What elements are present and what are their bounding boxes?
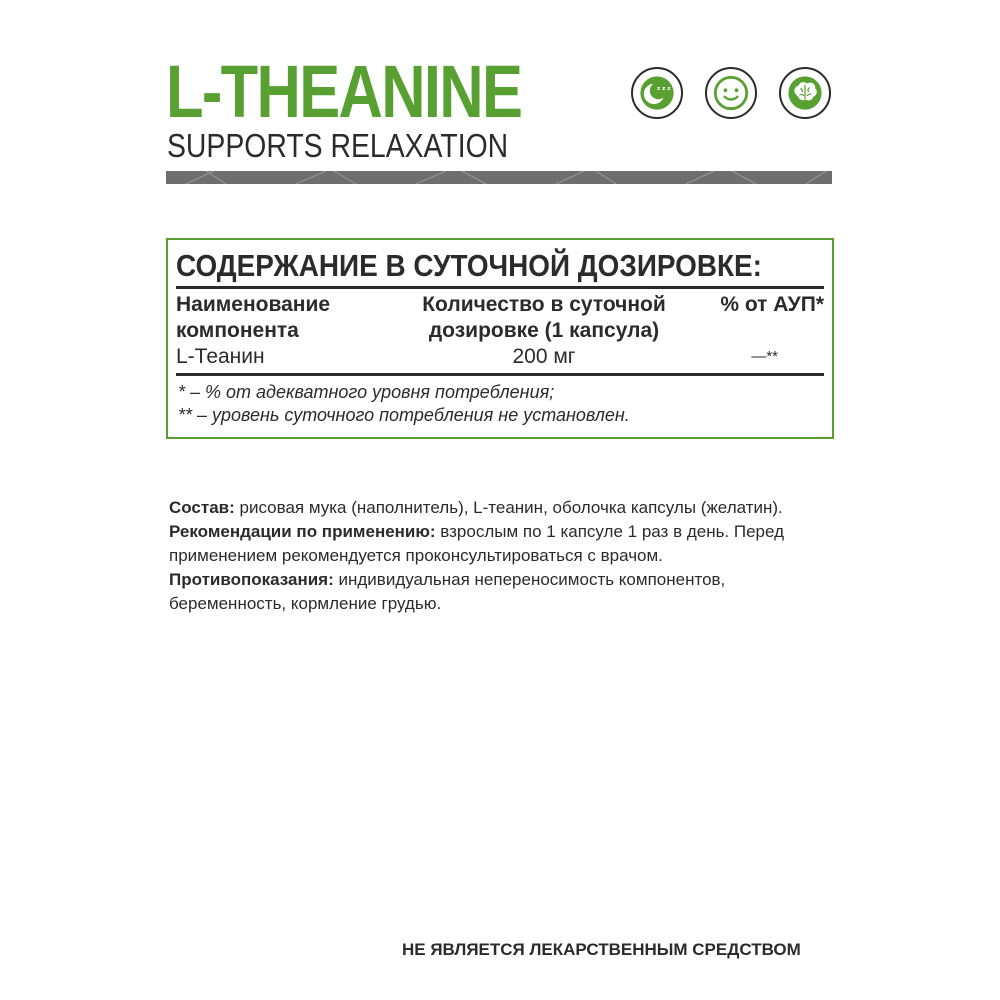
brain-icon (779, 67, 831, 119)
footnote-1: * – % от адекватного уровня потребления; (178, 382, 555, 402)
dosage-heading: СОДЕРЖАНИЕ В СУТОЧНОЙ ДОЗИРОВКЕ: (176, 248, 762, 283)
sleep-moon-icon (631, 67, 683, 119)
column-header-amount-line1: Количество в суточной (422, 293, 666, 316)
row-ingredient-amount: 200 мг (512, 345, 576, 368)
row-ingredient-name: L-Теанин (176, 345, 265, 368)
row-ingredient-percent: —** (751, 348, 778, 365)
composition-text: рисовая мука (наполнитель), L-теанин, оболочка капсулы (желатин). (234, 498, 783, 517)
composition-paragraph (169, 496, 809, 520)
column-header-percent: % от АУП* (720, 293, 824, 316)
column-header-name (176, 292, 330, 344)
dosage-table (166, 238, 834, 439)
product-title: L-THEANINE (166, 50, 522, 133)
heading-divider (176, 286, 824, 289)
contraindications-label: Противопоказания: (169, 570, 334, 589)
column-header-name-line2: компонента (176, 319, 299, 342)
product-subtitle: SUPPORTS RELAXATION (167, 127, 509, 164)
benefit-icons (631, 67, 833, 123)
column-header-amount (408, 292, 680, 344)
contraindications-paragraph (169, 568, 809, 616)
sleep-zzz-label: z z z (657, 86, 671, 93)
decorative-band (166, 171, 832, 184)
usage-text: взрослым по 1 капсуле 1 раз в день. Перед применением рекомендуется проконсультироваться с врачом. (169, 522, 785, 565)
usage-paragraph (169, 520, 809, 568)
column-header-amount-line2: дозировке (1 капсула) (428, 319, 660, 342)
composition-label: Состав: (169, 498, 235, 517)
smiley-face-icon (705, 67, 757, 119)
disclaimer: НЕ ЯВЛЯЕТСЯ ЛЕКАРСТВЕННЫМ СРЕДСТВОМ (402, 940, 801, 959)
footnote-2: ** – уровень суточного потребления не установлен. (178, 405, 630, 425)
contraindications-text: индивидуальная непереносимость компонентов, беременность, кормление грудью. (169, 570, 726, 613)
column-header-name-line1: Наименование (176, 293, 331, 316)
table-bottom-divider (176, 373, 824, 376)
usage-label: Рекомендации по применению: (169, 522, 436, 541)
product-info (169, 496, 809, 616)
